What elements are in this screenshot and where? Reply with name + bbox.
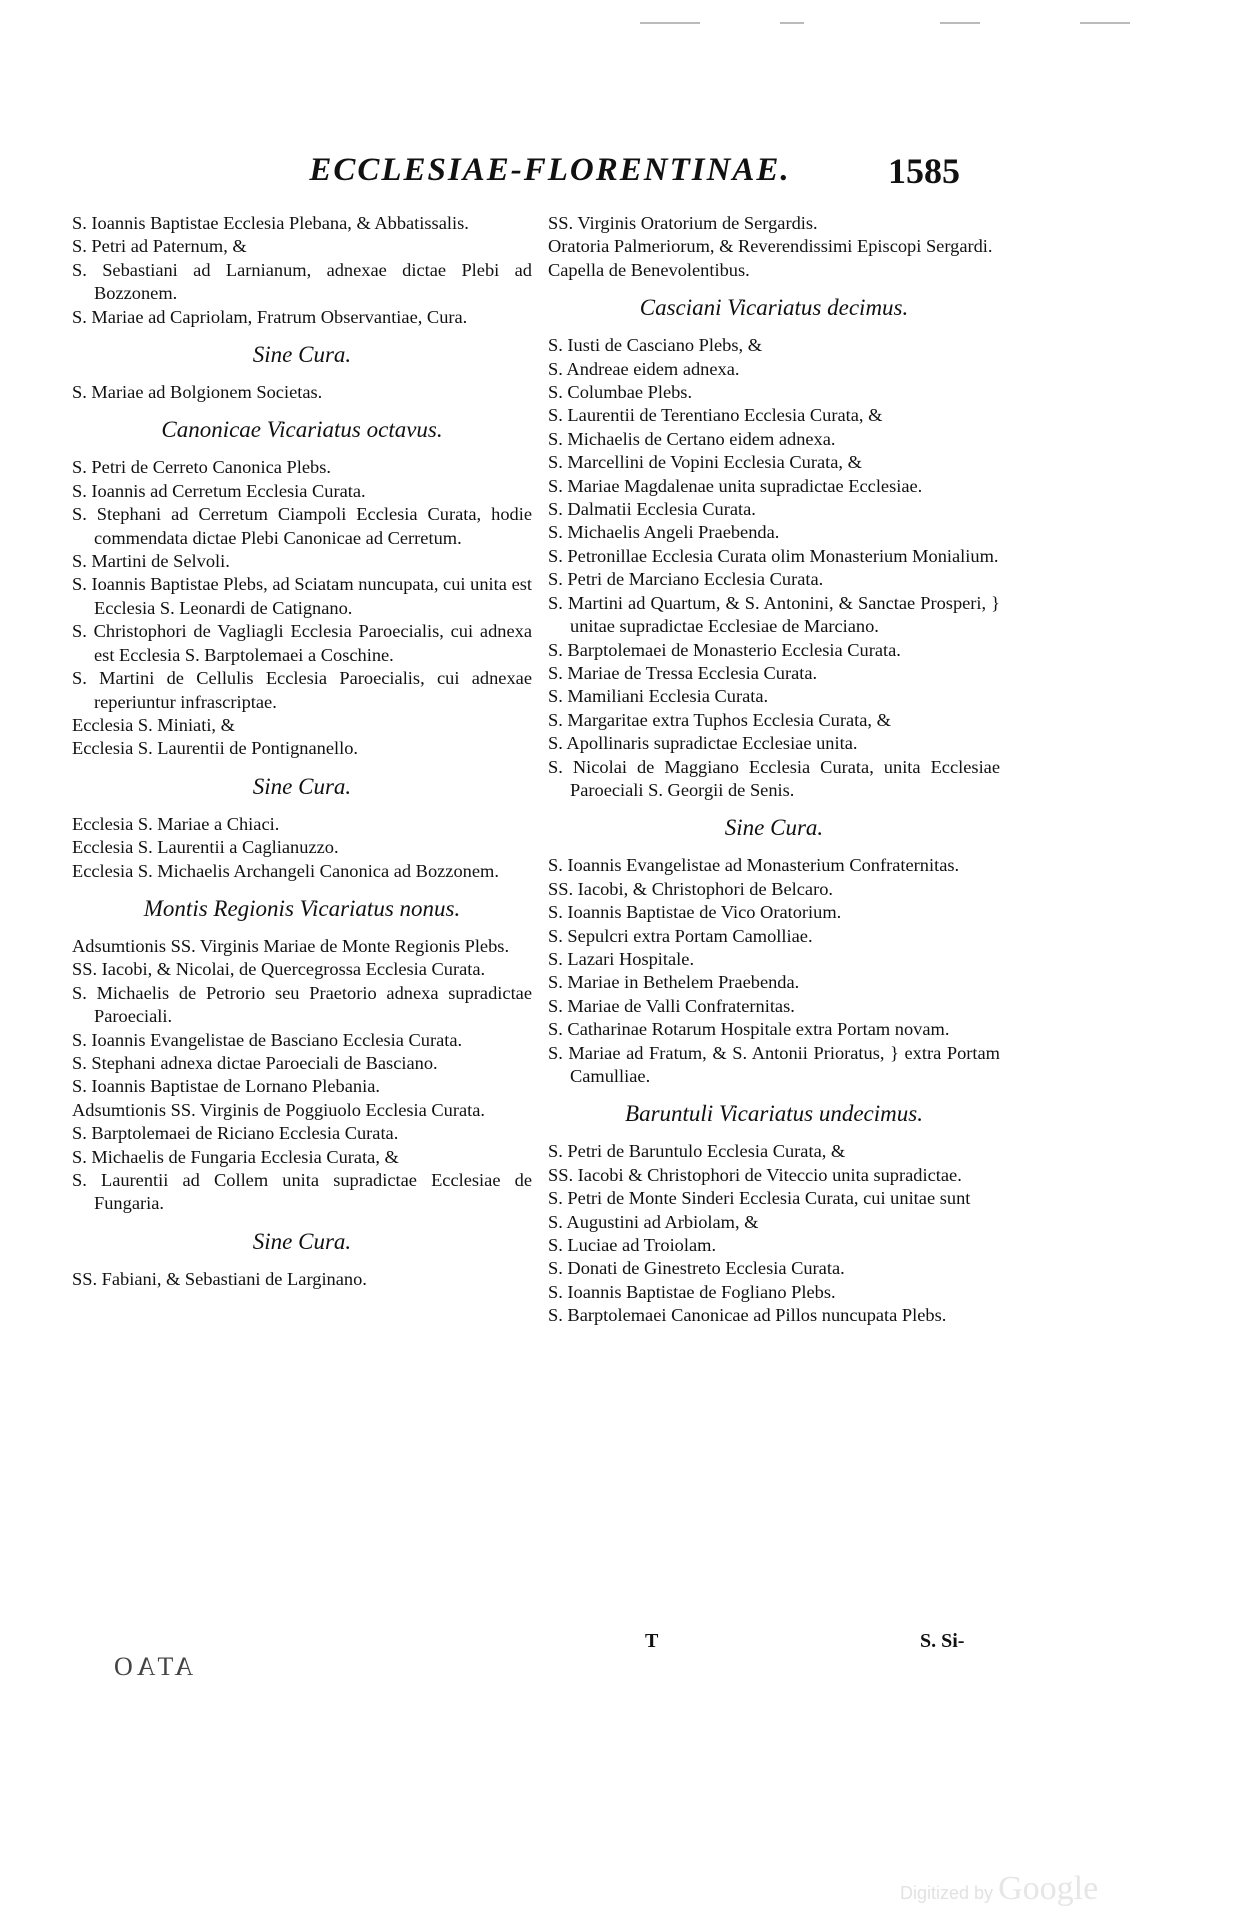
list-item: Ecclesia S. Miniati, & — [72, 714, 235, 735]
left-column — [72, 212, 532, 1291]
list-item: S. Iusti de Casciano Plebs, & — [548, 335, 763, 356]
list-item: S. Ioannis Evangelistae de Basciano Ecclesia Curata. — [72, 1029, 463, 1050]
list-item: S. Laurentii ad Collem unita supradictae Ecclesiae de Fungaria. — [72, 1170, 532, 1214]
section-heading: Sine Cura. — [252, 773, 352, 799]
list-item: S. Stephani adnexa dictae Paroeciali de Basciano. — [72, 1052, 438, 1073]
list-item: S. Andreae eidem adnexa. — [548, 358, 740, 379]
list-item: Ecclesia S. Laurentii a Caglianuzzo. — [72, 837, 339, 858]
list-item: S. Petri de Marciano Ecclesia Curata. — [548, 569, 824, 590]
signature-mark: T — [645, 1630, 659, 1652]
google-logo: Google — [998, 1870, 1099, 1907]
list-item: S. Columbae Plebs. — [548, 382, 693, 403]
list-item: SS. Fabiani, & Sebastiani de Larginano. — [72, 1268, 367, 1289]
list-item: S. Martini de Selvoli. — [72, 551, 230, 572]
list-item: S. Barptolemaei de Monasterio Ecclesia Curata. — [548, 639, 901, 660]
top-rule — [640, 22, 700, 24]
section-heading: Baruntuli Vicariatus undecimus. — [625, 1101, 923, 1127]
list-item: S. Laurentii de Terentiano Ecclesia Curata, & — [548, 405, 883, 426]
top-rule — [940, 22, 980, 24]
top-rule — [780, 22, 804, 24]
list-item: S. Michaelis Angeli Praebenda. — [548, 522, 780, 543]
list-item: S. Apollinaris supradictae Ecclesiae unita. — [548, 733, 858, 754]
list-item: S. Margaritae extra Tuphos Ecclesia Curata, & — [548, 709, 891, 730]
list-item: S. Mariae de Tressa Ecclesia Curata. — [548, 662, 818, 683]
page-title: ECCLESIAE-FLORENTINAE. — [309, 152, 791, 188]
list-item: S. Stephani ad Cerretum Ciampoli Ecclesia Curata, hodie commendata dictae Plebi Canonicae ad Cerretum. — [72, 504, 532, 548]
section-heading: Sine Cura. — [724, 815, 824, 841]
list-item: Capella de Benevolentibus. — [548, 259, 750, 280]
list-item: S. Luciae ad Troiolam. — [548, 1235, 717, 1256]
list-item: S. Ioannis Baptistae Ecclesia Plebana, & Abbatissalis. — [72, 213, 469, 233]
list-item: SS. Iacobi, & Nicolai, de Quercegrossa Ecclesia Curata. — [72, 959, 486, 980]
list-item: Adsumtionis SS. Virginis de Poggiuolo Ecclesia Curata. — [72, 1099, 486, 1120]
list-item: Ecclesia S. Mariae a Chiaci. — [72, 813, 280, 834]
list-item: S. Sepulcri extra Portam Camolliae. — [548, 925, 813, 946]
list-item: Oratoria Palmeriorum, & Reverendissimi Episcopi Sergardi. — [548, 236, 993, 257]
list-item: S. Ioannis Baptistae de Lornano Plebania. — [72, 1076, 380, 1097]
top-rule — [1080, 22, 1130, 24]
list-item: S. Martini ad Quartum, & S. Antonini, & Sanctae Prosperi, } unitae supradictae Ecclesiae de Marciano. — [548, 592, 1000, 637]
right-column — [548, 212, 1000, 1328]
list-item: S. Petri de Baruntulo Ecclesia Curata, & — [548, 1141, 846, 1162]
list-item: S. Michaelis de Certano eidem adnexa. — [548, 428, 836, 449]
list-item: S. Michaelis de Fungaria Ecclesia Curata, & — [72, 1146, 399, 1167]
list-item: S. Petronillae Ecclesia Curata olim Monasterium Monialium. — [548, 545, 999, 566]
list-item: SS. Virginis Oratorium de Sergardis. — [548, 213, 818, 233]
catchword: S. Si- — [920, 1630, 965, 1652]
list-item: S. Sebastiani ad Larnianum, adnexae dictae Plebi ad Bozzonem. — [72, 259, 532, 304]
list-item: Adsumtionis SS. Virginis Mariae de Monte Regionis Plebs. — [72, 935, 510, 956]
list-item: S. Lazari Hospitale. — [548, 948, 695, 969]
section-heading: Sine Cura. — [252, 342, 352, 368]
list-item: S. Michaelis de Petrorio seu Praetorio adnexa supradictae Paroeciali. — [72, 982, 532, 1027]
digitization-watermark — [900, 1870, 1098, 1908]
list-item: S. Mariae ad Capriolam, Fratrum Observantiae, Cura. — [72, 306, 468, 327]
list-item: S. Ioannis Baptistae de Fogliano Plebs. — [548, 1281, 836, 1302]
list-item: S. Mamiliani Ecclesia Curata. — [548, 686, 769, 707]
list-item: S. Christophori de Vagliagli Ecclesia Paroecialis, cui adnexa est Ecclesia S. Barptolemaei a Coschine. — [72, 621, 532, 665]
list-item: S. Mariae ad Fratum, & S. Antonii Prioratus, } extra Portam Camulliae. — [548, 1042, 1000, 1086]
list-item: S. Ioannis ad Cerretum Ecclesia Curata. — [72, 480, 366, 501]
bleed-through-text: ATAO — [110, 1652, 194, 1681]
list-item: S. Petri ad Paternum, & — [72, 236, 247, 257]
list-item: Ecclesia S. Michaelis Archangeli Canonica ad Bozzonem. — [72, 860, 499, 881]
list-item: SS. Iacobi & Christophori de Viteccio unita supradictae. — [548, 1164, 962, 1185]
list-item: SS. Iacobi, & Christophori de Belcaro. — [548, 878, 834, 899]
list-item: S. Ioannis Baptistae Plebs, ad Sciatam nuncupata, cui unita est Ecclesia S. Leonardi de Catignano. — [72, 574, 532, 618]
list-item: Ecclesia S. Laurentii de Pontignanello. — [72, 738, 358, 759]
list-item: S. Barptolemaei Canonicae ad Pillos nuncupata Plebs. — [548, 1305, 947, 1326]
section-heading: Sine Cura. — [252, 1228, 352, 1254]
list-item: S. Barptolemaei de Riciano Ecclesia Curata. — [72, 1123, 399, 1144]
list-item: S. Augustini ad Arbiolam, & — [548, 1211, 759, 1232]
list-item: S. Catharinae Rotarum Hospitale extra Portam novam. — [548, 1019, 950, 1040]
page-number: 1585 — [888, 151, 960, 191]
list-item: S. Martini de Cellulis Ecclesia Paroecialis, cui adnexae reperiuntur infrascriptae. — [72, 668, 532, 712]
list-item: S. Nicolai de Maggiano Ecclesia Curata, unita Ecclesiae Paroeciali S. Georgii de Senis. — [548, 756, 1000, 800]
list-item: S. Ioannis Baptistae de Vico Oratorium. — [548, 902, 842, 923]
list-item: S. Ioannis Evangelistae ad Monasterium Confraternitas. — [548, 855, 960, 876]
list-item: S. Petri de Cerreto Canonica Plebs. — [72, 457, 331, 478]
list-item: S. Mariae Magdalenae unita supradictae Ecclesiae. — [548, 475, 923, 496]
section-heading: Montis Regionis Vicariatus nonus. — [143, 895, 461, 921]
list-item: S. Donati de Ginestreto Ecclesia Curata. — [548, 1258, 845, 1279]
list-item: S. Petri de Monte Sinderi Ecclesia Curata, cui unitae sunt — [548, 1188, 971, 1209]
section-heading: Canonicae Vicariatus octavus. — [161, 417, 443, 443]
section-heading: Casciani Vicariatus decimus. — [639, 295, 909, 321]
list-item: S. Marcellini de Vopini Ecclesia Curata, & — [548, 452, 862, 473]
watermark-prefix: Digitized by — [900, 1883, 994, 1903]
list-item: S. Mariae ad Bolgionem Societas. — [72, 382, 323, 403]
list-item: S. Mariae de Valli Confraternitas. — [548, 995, 795, 1016]
list-item: S. Mariae in Bethelem Praebenda. — [548, 972, 800, 993]
list-item: S. Dalmatii Ecclesia Curata. — [548, 499, 756, 520]
